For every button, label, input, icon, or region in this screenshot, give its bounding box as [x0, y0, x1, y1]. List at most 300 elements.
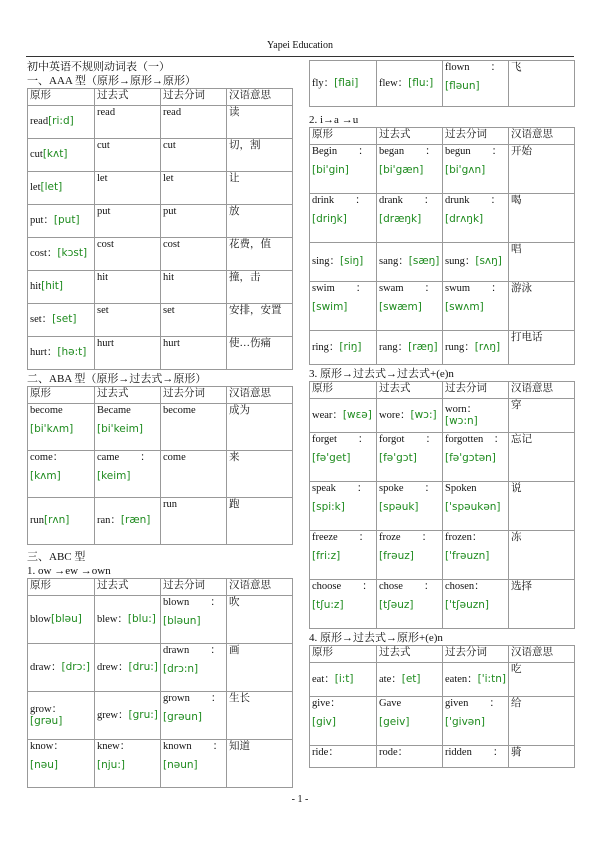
- column-header: 过去分词: [443, 128, 509, 145]
- word-text: 跑: [229, 499, 240, 510]
- table-cell: [161, 271, 227, 304]
- table-cell: [95, 106, 161, 139]
- table-cell: [377, 697, 443, 746]
- word-text: freeze ：: [312, 532, 370, 543]
- table-header-row: [310, 128, 575, 145]
- word-text: 花费，值: [229, 239, 271, 250]
- word-text: 安排，安置: [229, 305, 282, 316]
- word-text: let: [97, 173, 108, 184]
- word-text: hurt: [97, 338, 114, 349]
- table-cell: [509, 145, 575, 194]
- table-cell: [377, 580, 443, 629]
- phonetic-text: [driŋk]: [312, 212, 347, 225]
- word-text: knew：: [97, 741, 131, 752]
- word-text: read: [97, 107, 116, 118]
- table-row: [310, 243, 575, 282]
- table-row: [28, 740, 293, 788]
- word-text: 成为: [229, 405, 250, 416]
- table-cell: [28, 644, 95, 692]
- word-text: flown ：: [445, 62, 501, 73]
- word-text: ridden ：: [445, 747, 504, 758]
- word-text: grown ：: [163, 693, 222, 704]
- table-cell: [95, 740, 161, 788]
- table-cell: [377, 663, 443, 697]
- table-cell: [509, 331, 575, 365]
- word-text: 使…伤痛: [229, 338, 271, 349]
- word-text: ran：: [97, 515, 121, 527]
- table-cell: [509, 194, 575, 243]
- phonetic-text: [giv]: [312, 715, 336, 728]
- sub1-title: 1. ow →ew →own: [27, 565, 111, 577]
- word-text: chose ：: [379, 581, 435, 592]
- table-row: [28, 238, 293, 271]
- word-text: drank ：: [379, 195, 435, 206]
- fly-table: [309, 60, 575, 107]
- phonetic-text: [fə'gɔt]: [379, 451, 417, 464]
- word-text: 放: [229, 206, 240, 217]
- table-cell: [28, 238, 95, 271]
- table-cell: [509, 433, 575, 482]
- phonetic-text: [bi'gin]: [312, 163, 349, 176]
- word-text: grow：: [30, 703, 63, 715]
- table-cell: [161, 139, 227, 172]
- table-cell: [310, 697, 377, 746]
- doc-title: 初中英语不规则动词表（一）: [27, 61, 170, 73]
- table-cell: [377, 482, 443, 531]
- phonetic-text: ['tʃəuzn]: [445, 598, 490, 611]
- table-cell: [227, 238, 293, 271]
- column-header: 汉语意思: [509, 646, 575, 663]
- table-row: [28, 304, 293, 337]
- table-cell: [95, 304, 161, 337]
- column-header: 汉语意思: [227, 387, 293, 404]
- sub4-title: 4. 原形→过去式→原形+(e)n: [309, 632, 443, 644]
- column-header: 过去分词: [161, 387, 227, 404]
- word-text: froze ：: [379, 532, 433, 543]
- table-row: [28, 596, 293, 644]
- word-text: swam ：: [379, 283, 435, 294]
- table-cell: [310, 580, 377, 629]
- word-text: come：: [30, 452, 64, 463]
- table-header-row: [28, 387, 293, 404]
- word-text: Gave: [379, 698, 402, 709]
- word-text: 来: [229, 452, 240, 463]
- phonetic-text: [tʃəuz]: [379, 598, 414, 611]
- word-text: 切，割: [229, 140, 261, 151]
- phonetic-text: [keim]: [97, 469, 131, 482]
- table-cell: [310, 61, 377, 107]
- word-text: 画: [229, 645, 240, 656]
- word-text: swum ：: [445, 283, 502, 294]
- word-text: came ：: [97, 452, 151, 463]
- table-row: [310, 580, 575, 629]
- table-cell: [310, 399, 377, 433]
- word-text: sing：: [312, 256, 341, 268]
- table-cell: [161, 106, 227, 139]
- table-cell: [310, 531, 377, 580]
- table-cell: [227, 205, 293, 238]
- table-row: [28, 271, 293, 304]
- word-text: 开始: [511, 146, 532, 157]
- aba-table: [27, 386, 293, 545]
- table-cell: [95, 644, 161, 692]
- word-text: eaten：: [445, 673, 478, 685]
- word-text: put: [97, 206, 111, 217]
- table-cell: [443, 61, 509, 107]
- column-header: 汉语意思: [509, 128, 575, 145]
- table-cell: [509, 580, 575, 629]
- table-row: [310, 663, 575, 697]
- word-text: wear：: [312, 409, 343, 421]
- phonetic-text: [swæm]: [379, 300, 422, 313]
- word-text: read: [30, 116, 49, 128]
- phonetic-text: [flu:]: [408, 76, 434, 89]
- table-cell: [95, 271, 161, 304]
- word-text: 给: [511, 698, 522, 709]
- word-text: 穿: [511, 400, 522, 411]
- table-cell: [161, 238, 227, 271]
- table-cell: [95, 172, 161, 205]
- column-header: 过去式: [95, 579, 161, 596]
- word-text: ring：: [312, 341, 340, 353]
- table-row: [310, 531, 575, 580]
- word-text: frozen：: [445, 532, 483, 543]
- word-text: give：: [312, 698, 341, 709]
- word-text: Spoken: [445, 483, 477, 494]
- table-cell: [28, 139, 95, 172]
- phonetic-text: [drʌŋk]: [445, 212, 484, 225]
- table-cell: [509, 697, 575, 746]
- word-text: ride：: [312, 747, 339, 758]
- table-cell: [161, 498, 227, 545]
- table-cell: [227, 596, 293, 644]
- column-header: 过去式: [95, 89, 161, 106]
- word-text: hit: [163, 272, 175, 283]
- word-text: blew：: [97, 613, 128, 625]
- table-cell: [443, 482, 509, 531]
- phonetic-text: [bi'gʌn]: [445, 163, 486, 176]
- table-cell: [443, 580, 509, 629]
- word-text: worn：: [445, 403, 478, 415]
- table-cell: [95, 139, 161, 172]
- table-cell: [310, 331, 377, 365]
- phonetic-text: [bi'kʌm]: [30, 422, 74, 435]
- word-text: drink ：: [312, 195, 366, 206]
- word-text: 忘记: [511, 434, 532, 445]
- word-text: choose ：: [312, 581, 373, 592]
- phonetic-text: [siŋ]: [340, 255, 364, 268]
- table-cell: [310, 282, 377, 331]
- table-cell: [28, 498, 95, 545]
- table-cell: [161, 692, 227, 740]
- phonetic-text: [let]: [40, 181, 63, 194]
- table-row: [28, 692, 293, 740]
- table-row: [310, 697, 575, 746]
- word-text: rode：: [379, 747, 409, 758]
- table-header-row: [310, 646, 575, 663]
- sub1-table: [27, 578, 293, 788]
- word-text: 让: [229, 173, 240, 184]
- phonetic-text: [grəu]: [30, 714, 63, 727]
- table-cell: [161, 596, 227, 644]
- table-cell: [377, 531, 443, 580]
- word-text: hurt：: [30, 347, 58, 359]
- table-header-row: [28, 89, 293, 106]
- phonetic-text: [geiv]: [379, 715, 410, 728]
- table-row: [310, 482, 575, 531]
- word-text: 撞，击: [229, 272, 261, 283]
- table-cell: [509, 482, 575, 531]
- word-text: know：: [30, 741, 64, 752]
- table-row: [28, 172, 293, 205]
- table-cell: [377, 399, 443, 433]
- word-text: cost：: [30, 248, 58, 260]
- table-cell: [161, 205, 227, 238]
- phonetic-text: [i:t]: [334, 672, 354, 685]
- table-cell: [227, 106, 293, 139]
- column-header: 过去式: [377, 128, 443, 145]
- table-cell: [28, 692, 95, 740]
- word-text: cut: [163, 140, 176, 151]
- word-text: 唱: [511, 244, 522, 255]
- word-text: swim ：: [312, 283, 367, 294]
- phonetic-text: [hə:t]: [57, 346, 87, 359]
- word-text: come: [163, 452, 186, 463]
- phonetic-text: [bləun]: [163, 614, 201, 627]
- table-row: [28, 337, 293, 370]
- phonetic-text: [kʌt]: [42, 148, 68, 161]
- left-column: [27, 60, 292, 788]
- table-row: [310, 145, 575, 194]
- table-cell: [227, 139, 293, 172]
- phonetic-text: [grəun]: [163, 710, 202, 723]
- table-cell: [377, 61, 443, 107]
- table-cell: [377, 746, 443, 768]
- word-text: cut: [97, 140, 110, 151]
- table-cell: [227, 740, 293, 788]
- table-cell: [227, 404, 293, 451]
- table-cell: [95, 692, 161, 740]
- section-aaa-title: 一、AAA 型（原形→原形→原形）: [27, 75, 196, 87]
- word-text: 打电话: [511, 332, 543, 343]
- table-cell: [443, 194, 509, 243]
- column-header: 原形: [310, 128, 377, 145]
- word-text: put: [163, 206, 177, 217]
- phonetic-text: [tʃu:z]: [312, 598, 344, 611]
- phonetic-text: [fə'gɔtən]: [445, 451, 496, 464]
- word-text: set：: [30, 314, 53, 326]
- table-row: [310, 331, 575, 365]
- phonetic-text: [dru:]: [128, 660, 158, 673]
- word-text: cost: [163, 239, 180, 250]
- phonetic-text: [frəuz]: [379, 549, 414, 562]
- table-cell: [377, 243, 443, 282]
- table-cell: [509, 243, 575, 282]
- table-cell: [95, 337, 161, 370]
- word-text: become: [30, 405, 63, 416]
- table-row: [28, 451, 293, 498]
- word-text: spoke ：: [379, 483, 435, 494]
- table-cell: [28, 304, 95, 337]
- word-text: forgotten ：: [445, 434, 505, 445]
- word-text: forgot ：: [379, 434, 436, 445]
- sub2-table: [309, 127, 575, 365]
- table-row: [28, 644, 293, 692]
- table-row: [28, 106, 293, 139]
- table-cell: [443, 663, 509, 697]
- table-cell: [310, 194, 377, 243]
- table-cell: [95, 498, 161, 545]
- word-text: cost: [97, 239, 114, 250]
- word-text: let: [30, 182, 41, 194]
- table-cell: [28, 337, 95, 370]
- table-cell: [161, 740, 227, 788]
- phonetic-text: [spəuk]: [379, 500, 419, 513]
- table-cell: [227, 644, 293, 692]
- table-cell: [310, 746, 377, 768]
- table-cell: [161, 304, 227, 337]
- word-text: let: [163, 173, 174, 184]
- table-cell: [28, 271, 95, 304]
- table-cell: [443, 243, 509, 282]
- table-cell: [95, 205, 161, 238]
- word-text: hit: [30, 281, 42, 293]
- phonetic-text: [nju:]: [97, 758, 125, 771]
- phonetic-text: [sʌŋ]: [475, 255, 502, 268]
- phonetic-text: [swʌm]: [445, 300, 484, 313]
- table-cell: [161, 451, 227, 498]
- word-text: blow: [30, 613, 51, 625]
- sub3-title: 3. 原形→过去式→过去式+(e)n: [309, 368, 454, 380]
- word-text: grew：: [97, 709, 129, 721]
- word-text: Became: [97, 405, 131, 416]
- word-text: hurt: [163, 338, 180, 349]
- column-header: 原形: [28, 387, 95, 404]
- word-text: 生长: [229, 693, 250, 704]
- table-row: [310, 399, 575, 433]
- phonetic-text: ['i:tn]: [477, 672, 506, 685]
- word-text: ate：: [379, 673, 402, 685]
- word-text: set: [163, 305, 175, 316]
- table-cell: [377, 194, 443, 243]
- phonetic-text: [kʌm]: [30, 469, 61, 482]
- word-text: cut: [30, 149, 43, 161]
- word-text: wore：: [379, 409, 411, 421]
- table-cell: [310, 433, 377, 482]
- word-text: 飞: [511, 62, 522, 73]
- phonetic-text: [set]: [52, 313, 77, 326]
- table-row: [310, 282, 575, 331]
- word-text: run: [30, 515, 44, 527]
- phonetic-text: [riŋ]: [339, 340, 362, 353]
- phonetic-text: [wɔ:]: [410, 408, 437, 421]
- table-cell: [443, 282, 509, 331]
- word-text: sung：: [445, 256, 476, 268]
- word-text: 说: [511, 483, 522, 494]
- phonetic-text: [blu:]: [127, 612, 156, 625]
- table-cell: [443, 145, 509, 194]
- word-text: 读: [229, 107, 240, 118]
- phonetic-text: [rʌŋ]: [474, 340, 501, 353]
- table-cell: [377, 433, 443, 482]
- table-cell: [227, 692, 293, 740]
- phonetic-text: [swim]: [312, 300, 348, 313]
- table-row: [310, 746, 575, 768]
- table-row: [28, 404, 293, 451]
- phonetic-text: [ræn]: [120, 514, 151, 527]
- table-cell: [161, 172, 227, 205]
- phonetic-text: [drɔ:]: [61, 660, 90, 673]
- phonetic-text: [put]: [53, 214, 80, 227]
- word-text: hit: [97, 272, 109, 283]
- table-cell: [377, 282, 443, 331]
- word-text: 选择: [511, 581, 532, 592]
- table-cell: [28, 205, 95, 238]
- table-cell: [377, 145, 443, 194]
- table-cell: [509, 61, 575, 107]
- table-row: [28, 205, 293, 238]
- table-cell: [509, 663, 575, 697]
- column-header: 过去式: [377, 646, 443, 663]
- aaa-table: [27, 88, 293, 370]
- phonetic-text: [bi'keim]: [97, 422, 143, 435]
- table-cell: [227, 498, 293, 545]
- word-text: drawn ：: [163, 645, 221, 656]
- phonetic-text: [bi'gæn]: [379, 163, 424, 176]
- column-header: 汉语意思: [227, 579, 293, 596]
- table-row: [28, 498, 293, 545]
- table-cell: [443, 433, 509, 482]
- table-cell: [28, 172, 95, 205]
- phonetic-text: [ri:d]: [48, 115, 74, 128]
- word-text: sang：: [379, 256, 409, 268]
- sub3-table: [309, 381, 575, 629]
- phonetic-text: [fri:z]: [312, 549, 341, 562]
- table-cell: [509, 399, 575, 433]
- word-text: fly：: [312, 77, 335, 89]
- phonetic-text: [kɔst]: [57, 247, 88, 260]
- phonetic-text: [bləu]: [51, 612, 82, 625]
- table-cell: [310, 482, 377, 531]
- table-cell: [227, 337, 293, 370]
- word-text: set: [97, 305, 109, 316]
- table-cell: [509, 282, 575, 331]
- word-text: begun ：: [445, 146, 503, 157]
- word-text: began ：: [379, 146, 436, 157]
- table-cell: [161, 644, 227, 692]
- column-header: 原形: [310, 646, 377, 663]
- table-header-row: [310, 382, 575, 399]
- phonetic-text: [nəun]: [163, 758, 198, 771]
- column-header: 过去分词: [443, 646, 509, 663]
- table-cell: [227, 271, 293, 304]
- column-header: 过去分词: [161, 89, 227, 106]
- word-text: 游泳: [511, 283, 532, 294]
- table-cell: [95, 238, 161, 271]
- word-text: rung：: [445, 341, 475, 353]
- table-cell: [509, 531, 575, 580]
- column-header: 汉语意思: [509, 382, 575, 399]
- word-text: drunk ：: [445, 195, 501, 206]
- phonetic-text: [gru:]: [128, 708, 158, 721]
- table-cell: [28, 740, 95, 788]
- table-cell: [95, 596, 161, 644]
- table-cell: [161, 404, 227, 451]
- table-cell: [443, 331, 509, 365]
- phonetic-text: [fə'get]: [312, 451, 351, 464]
- word-text: blown ：: [163, 597, 221, 608]
- table-cell: [377, 331, 443, 365]
